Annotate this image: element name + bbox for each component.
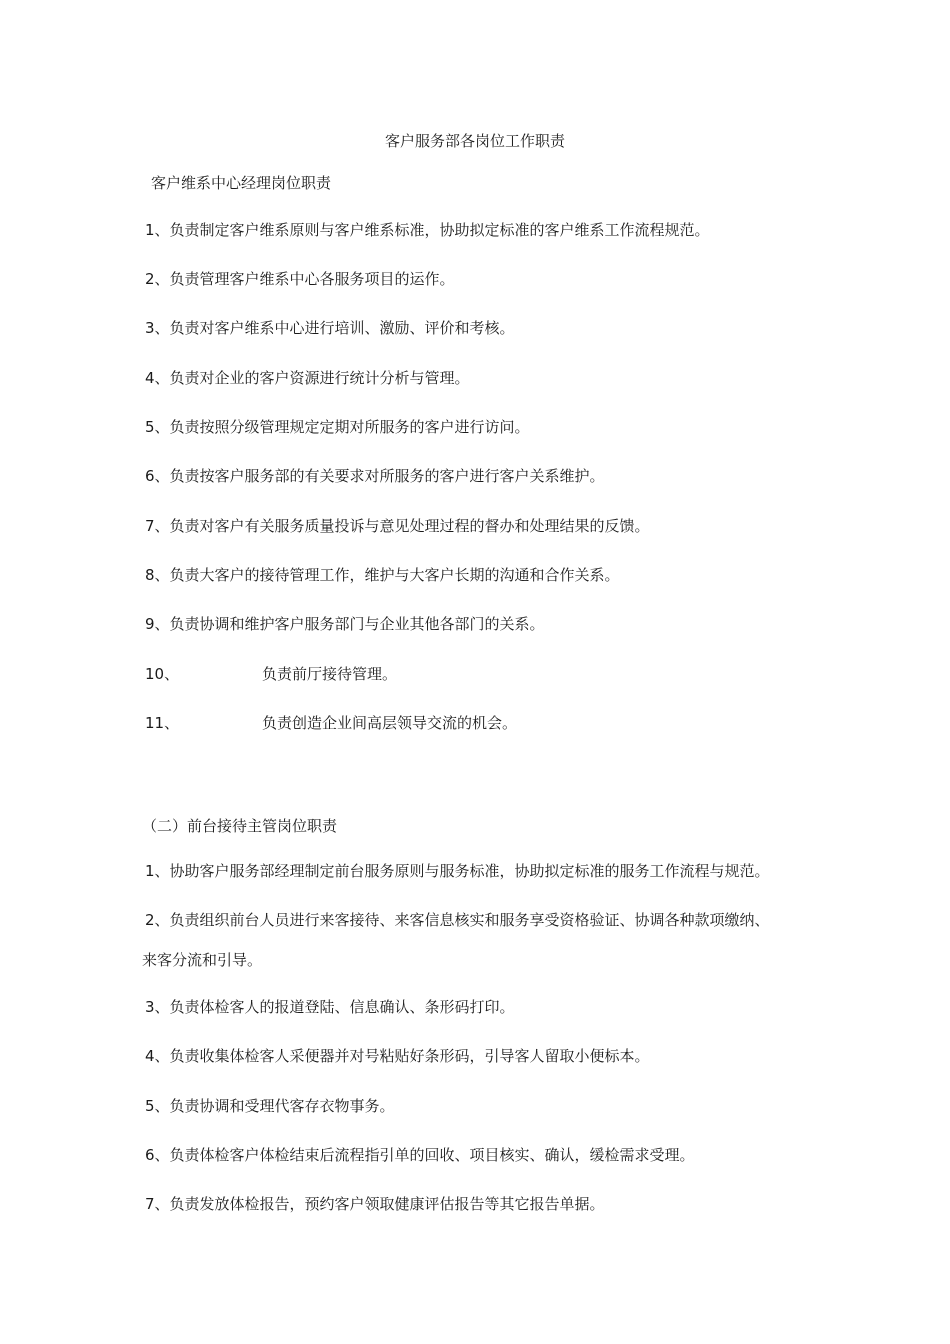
item-text: 负责对客户有关服务质量投诉与意见处理过程的督办和处理结果的反馈。: [169, 517, 650, 535]
item-continuation-text: 来客分流和引导。: [142, 951, 263, 969]
list-item: [145, 1194, 605, 1214]
item-number: 4、: [145, 369, 170, 387]
list-item: [145, 565, 620, 585]
item-number: 5、: [145, 418, 170, 436]
item-text: 负责大客户的接待管理工作，维护与大客户长期的沟通和合作关系。: [169, 566, 620, 584]
item-number: 2、: [145, 911, 170, 929]
list-item: [145, 466, 605, 486]
list-item: [145, 1046, 650, 1066]
list-item: [145, 1145, 695, 1165]
list-item: [145, 910, 770, 930]
section-heading-manager: 客户维系中心经理岗位职责: [151, 174, 332, 192]
section-heading-front-desk: （二）前台接待主管岗位职责: [142, 817, 338, 835]
list-item: [145, 1096, 395, 1116]
item-text: 负责对企业的客户资源进行统计分析与管理。: [169, 369, 470, 387]
item-text: 负责管理客户维系中心各服务项目的运作。: [169, 270, 455, 288]
item-number: 1、: [145, 862, 170, 880]
item-number: 10、: [145, 665, 180, 683]
list-item: [145, 220, 710, 240]
item-text: 负责发放体检报告，预约客户领取健康评估报告等其它报告单据。: [169, 1195, 605, 1213]
item-number: 9、: [145, 615, 170, 633]
item-number: 4、: [145, 1047, 170, 1065]
item-text: 负责体检客户体检结束后流程指引单的回收、项目核实、确认，缓检需求受理。: [169, 1146, 695, 1164]
list-item: [145, 713, 517, 733]
list-item: [145, 417, 530, 437]
document-title: 客户服务部各岗位工作职责: [384, 132, 565, 150]
item-number: 11、: [145, 714, 180, 732]
item-text: 负责协调和维护客户服务部门与企业其他各部门的关系。: [169, 615, 545, 633]
item-text: 负责制定客户维系原则与客户维系标准，协助拟定标准的客户维系工作流程规范。: [169, 221, 710, 239]
item-number: 6、: [145, 467, 170, 485]
list-item: [145, 368, 470, 388]
list-item: [145, 269, 455, 289]
item-text: 负责按客户服务部的有关要求对所服务的客户进行客户关系维护。: [169, 467, 605, 485]
list-item: [145, 997, 515, 1017]
item-text: 负责按照分级管理规定定期对所服务的客户进行访问。: [169, 418, 530, 436]
item-number: 1、: [145, 221, 170, 239]
item-text: 负责组织前台人员进行来客接待、来客信息核实和服务享受资格验证、协调各种款项缴纳、: [169, 911, 770, 929]
list-item: [145, 318, 515, 338]
item-number: 6、: [145, 1146, 170, 1164]
item-text: 协助客户服务部经理制定前台服务原则与服务标准，协助拟定标准的服务工作流程与规范。: [169, 862, 770, 880]
list-item: [145, 861, 770, 881]
item-number: 8、: [145, 566, 170, 584]
item-text: 负责前厅接待管理。: [262, 665, 398, 683]
item-number: 7、: [145, 517, 170, 535]
item-number: 7、: [145, 1195, 170, 1213]
item-number: 2、: [145, 270, 170, 288]
item-text: 负责创造企业间高层领导交流的机会。: [262, 714, 518, 732]
item-number: 5、: [145, 1097, 170, 1115]
list-item: [145, 614, 545, 634]
item-number: 3、: [145, 998, 170, 1016]
item-text: 负责对客户维系中心进行培训、激励、评价和考核。: [169, 319, 515, 337]
item-text: 负责协调和受理代客存衣物事务。: [169, 1097, 395, 1115]
item-number: 3、: [145, 319, 170, 337]
list-item: [145, 516, 650, 536]
item-text: 负责体检客人的报道登陆、信息确认、条形码打印。: [169, 998, 515, 1016]
item-text: 负责收集体检客人采便器并对号粘贴好条形码，引导客人留取小便标本。: [169, 1047, 650, 1065]
list-item: [145, 664, 397, 684]
